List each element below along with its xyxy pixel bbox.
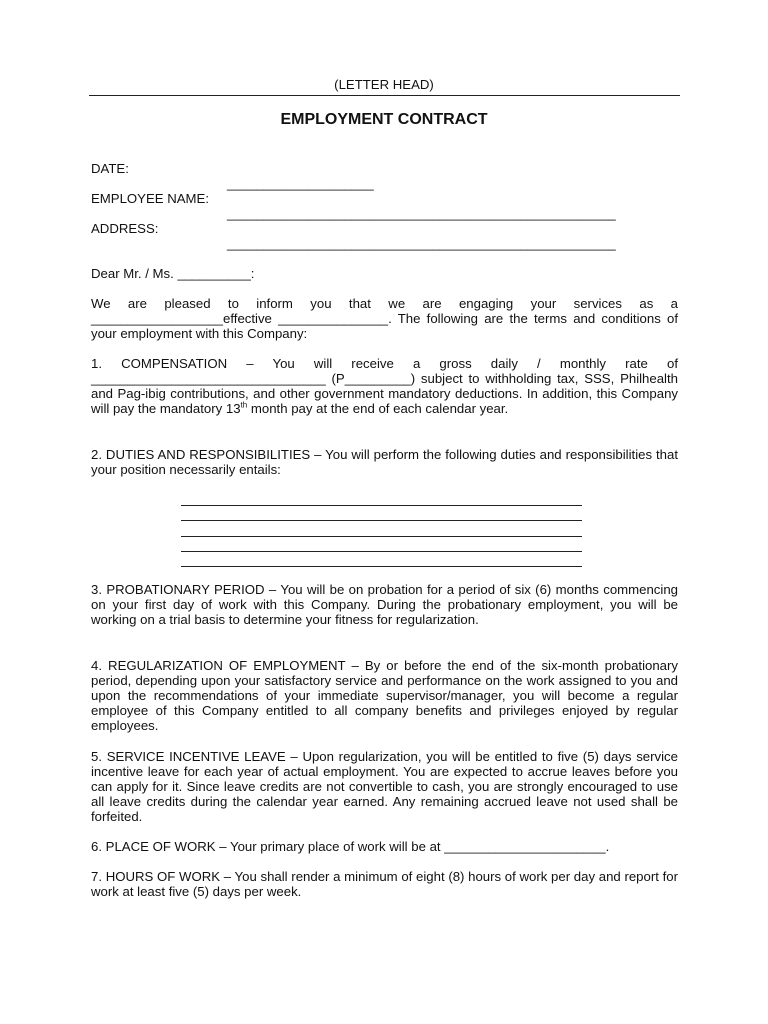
address-field xyxy=(91,206,616,266)
letterhead-rule xyxy=(89,95,680,96)
employee-name-blank: _____________________________________________________ xyxy=(227,206,616,221)
place-of-work-paragraph: 6. PLACE OF WORK – Your primary place of work will be at ______________________. xyxy=(91,839,610,854)
duty-blank-line xyxy=(181,551,582,552)
date-label: DATE: xyxy=(91,161,129,176)
employee-name-label: EMPLOYEE NAME: xyxy=(91,191,209,206)
incentive-leave-paragraph: 5. SERVICE INCENTIVE LEAVE – Upon regularization, you will be entitled to five (5) days service incentive leave for each year of actual employment. You are expected to accrue leaves before you can apply for it. Since leave credits are not convertible to cash, you are strongly encouraged to use all leave credits during the calendar year earned. Any remaining accrued leave not used shall be forfeited. xyxy=(91,749,678,824)
compensation-superscript: th xyxy=(240,400,248,410)
duties-paragraph: 2. DUTIES AND RESPONSIBILITIES – You will perform the following duties and responsibilities that your position necessarily entails: xyxy=(91,447,678,477)
compensation-text: 1. COMPENSATION – You will receive a gross daily / monthly rate of ________________________________ (P_________) subject to withholding tax, SSS, Philhealth and Pag-ibig contributions, and other government mandatory deductions. In addition, this Company will pay the mandatory 13 xyxy=(91,356,678,416)
duty-blank-line xyxy=(181,520,582,521)
hours-of-work-paragraph: 7. HOURS OF WORK – You shall render a minimum of eight (8) hours of work per day and report for work at least five (5) days per week. xyxy=(91,869,678,899)
document-title: EMPLOYMENT CONTRACT xyxy=(280,111,488,128)
address-label: ADDRESS: xyxy=(91,221,159,236)
intro-paragraph: We are pleased to inform you that we are engaging your services as a __________________effective _______________. The following are the terms and conditions of your employment with this Company: xyxy=(91,296,678,341)
date-blank: ____________________ xyxy=(227,176,374,191)
duty-blank-line xyxy=(181,566,582,567)
probationary-paragraph: 3. PROBATIONARY PERIOD – You will be on probation for a period of six (6) months commencing on your first day of work with this Company. During the probationary employment, you will be working on a trial basis to determine your fitness for regularization. xyxy=(91,582,678,627)
regularization-paragraph: 4. REGULARIZATION OF EMPLOYMENT – By or before the end of the six-month probationary period, depending upon your satisfactory service and performance on the work assigned to you and upon the recommendations of your immediate supervisor/manager, you will become a regular employee of this Company entitled to all company benefits and privileges enjoyed by regular employees. xyxy=(91,658,678,733)
compensation-text-end: month pay at the end of each calendar year. xyxy=(247,401,509,416)
salutation: Dear Mr. / Ms. __________: xyxy=(91,266,255,281)
compensation-paragraph xyxy=(91,356,678,416)
duty-blank-line xyxy=(181,536,582,537)
duty-blank-line xyxy=(181,505,582,506)
letterhead-placeholder: (LETTER HEAD) xyxy=(334,77,434,92)
address-blank: _____________________________________________________ xyxy=(227,236,616,251)
